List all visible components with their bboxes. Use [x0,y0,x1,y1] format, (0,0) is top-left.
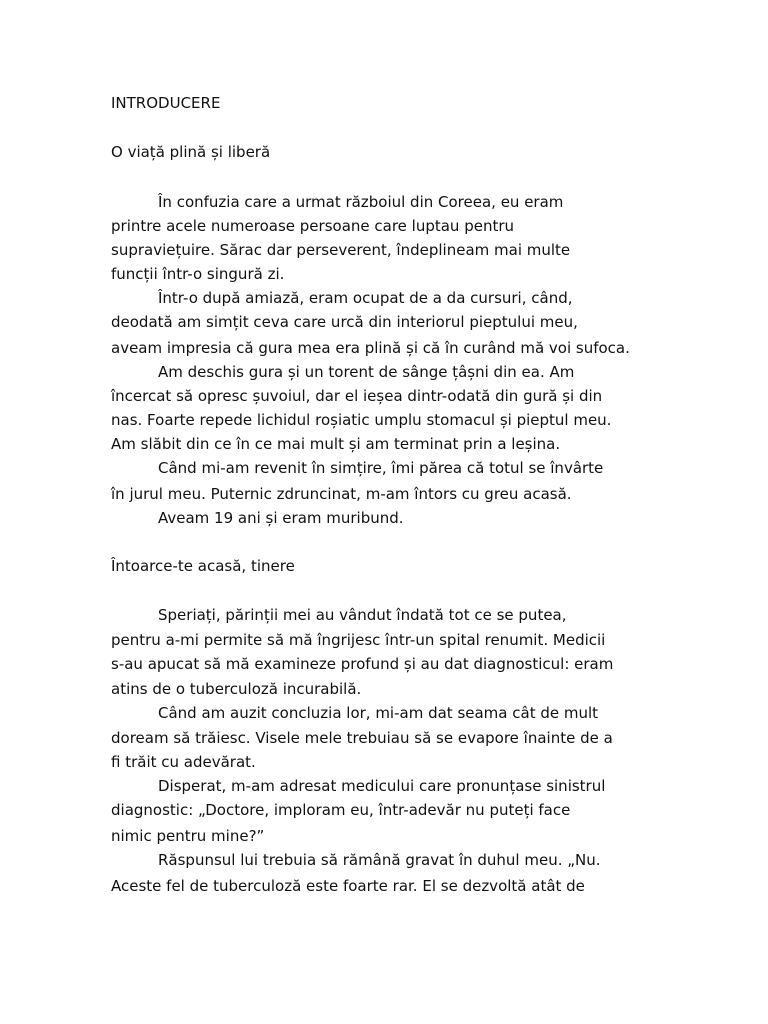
paragraph-line: în jurul meu. Puternic zdruncinat, m-am întors cu greu acasă. [111,485,572,503]
section-heading: Întoarce-te acasă, tinere [111,557,295,575]
paragraph-line: În confuzia care a urmat războiul din Coreea, eu eram [158,193,564,211]
paragraph-line: printre acele numeroase persoane care luptau pentru [111,217,515,235]
paragraph-line: supraviețuire. Sărac dar perseverent, îndeplineam mai multe [111,241,571,259]
paragraph-line: fi trăit cu adevărat. [111,753,256,771]
paragraph-line: Când am auzit concluzia lor, mi-am dat seama cât de mult [158,704,599,722]
paragraph-line: Într-o după amiază, eram ocupat de a da cursuri, când, [158,289,573,307]
paragraph-line: Disperat, m-am adresat medicului care pronunțase sinistrul [158,777,606,795]
paragraph-line: aveam impresia că gura mea era plină și că în curând mă voi sufoca. [111,339,630,357]
paragraph-line: Am deschis gura și un torent de sânge țâșni din ea. Am [158,363,575,381]
paragraph-line: funcții într-o singură zi. [111,265,285,283]
paragraph-line: Răspunsul lui trebuia să rămână gravat în duhul meu. „Nu. [158,851,601,869]
paragraph-line: Aceste fel de tuberculoză este foarte rar. El se dezvoltă atât de [111,877,585,895]
paragraph-line: Speriați, părinții mei au vândut îndată tot ce se putea, [158,606,567,624]
paragraph-line: doream să trăiesc. Visele mele trebuiau să se evapore înainte de a [111,729,613,747]
paragraph-line: s-au apucat să mă examineze profund și au dat diagnosticul: eram [111,655,614,673]
paragraph-line: nas. Foarte repede lichidul roșiatic umplu stomacul și pieptul meu. [111,411,612,429]
section-heading: O viață plină și liberă [111,143,271,161]
paragraph-line: pentru a-mi permite să mă îngrijesc într-un spital renumit. Medicii [111,631,606,649]
paragraph-line: atins de o tuberculoză incurabilă. [111,680,362,698]
paragraph-line: nimic pentru mine?” [111,827,265,845]
paragraph-line: încercat să opresc șuvoiul, dar el ieșea dintr-odată din gură și din [111,387,603,405]
paragraph-line: Aveam 19 ani și eram muribund. [158,509,404,527]
document-title: INTRODUCERE [111,94,221,112]
paragraph-line: Când mi-am revenit în simțire, îmi părea că totul se învârte [158,459,604,477]
paragraph-line: Am slăbit din ce în ce mai mult și am terminat prin a leșina. [111,435,561,453]
paragraph-line: diagnostic: „Doctore, imploram eu, într-adevăr nu puteți face [111,801,571,819]
paragraph-line: deodată am simțit ceva care urcă din interiorul pieptului meu, [111,313,578,331]
